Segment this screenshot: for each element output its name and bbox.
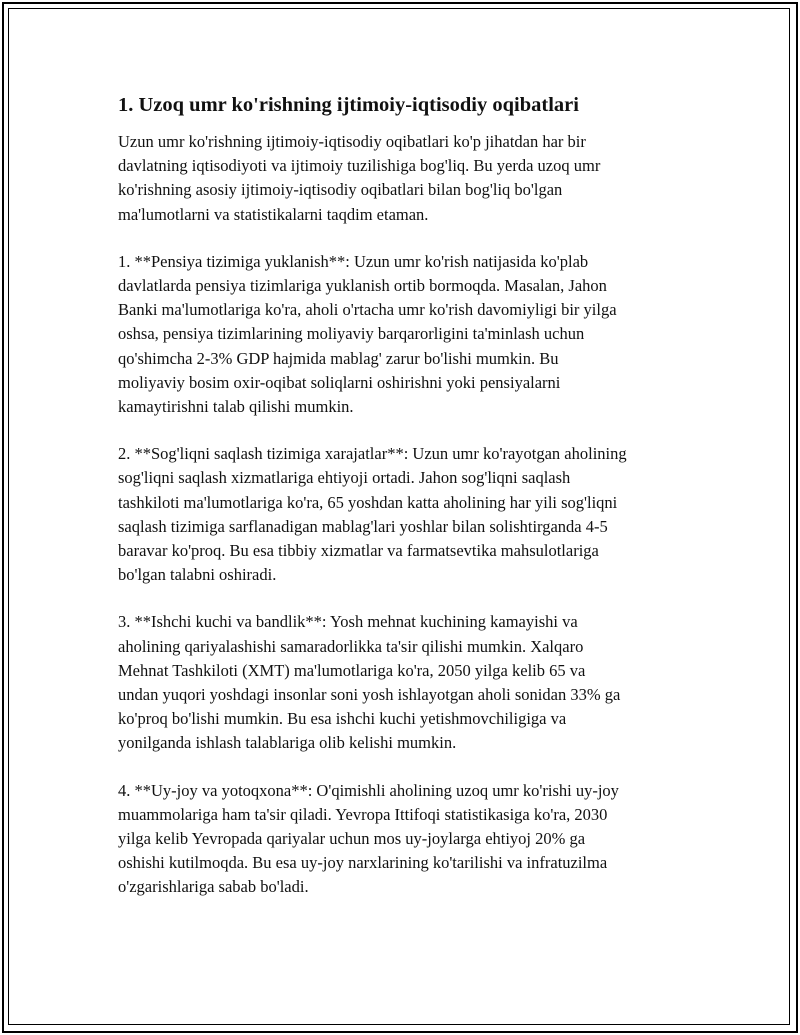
intro-paragraph — [118, 130, 693, 227]
section-heading: 1. Uzoq umr ko'rishning ijtimoiy-iqtisodiy oqibatlari — [118, 94, 579, 116]
healthcare-paragraph — [118, 442, 693, 587]
text-line: 4. **Uy-joy va yotoqxona**: O'qimishli aholining uzoq umr ko'rishi uy-joy — [118, 780, 619, 800]
text-line: 2. **Sog'liqni saqlash tizimiga xarajatlar**: Uzun umr ko'rayotgan aholining — [118, 444, 627, 464]
text-line: tashkiloti ma'lumotlariga ko'ra, 65 yoshdan katta aholining har yili sog'liqni — [118, 492, 618, 512]
text-line: 1. **Pensiya tizimiga yuklanish**: Uzun umr ko'rish natijasida ko'plab — [118, 251, 589, 271]
text-line: saqlash tizimiga sarflanadigan mablag'lari yoshlar bilan solishtirganda 4-5 — [118, 516, 608, 536]
text-line: davlatning iqtisodiyoti va ijtimoiy tuzilishiga bog'liq. Bu yerda uzoq umr — [118, 156, 601, 176]
text-line: 3. **Ishchi kuchi va bandlik**: Yosh mehnat kuchining kamayishi va — [118, 612, 578, 632]
text-line: baravar ko'proq. Bu esa tibbiy xizmatlar va farmatsevtika mahsulotlariga — [118, 541, 599, 561]
text-line: o'zgarishlariga sabab bo'ladi. — [118, 877, 309, 897]
text-line: aholining qariyalashishi samaradorlikka ta'sir qilishi mumkin. Xalqaro — [118, 636, 584, 656]
text-line: oshishi kutilmoqda. Bu esa uy-joy narxlarining ko'tarilishi va infratuzilma — [118, 853, 608, 873]
housing-paragraph — [118, 779, 693, 900]
text-line: ko'proq bo'lishi mumkin. Bu esa ishchi kuchi yetishmovchiligiga va — [118, 709, 567, 729]
text-line: ko'rishning asosiy ijtimoiy-iqtisodiy oqibatlari bilan bog'liq bo'lgan — [118, 180, 563, 200]
document-body — [118, 92, 693, 923]
text-line: Banki ma'lumotlariga ko'ra, aholi o'rtacha umr ko'rish davomiyligi bir yilga — [118, 300, 617, 320]
workforce-paragraph — [118, 610, 693, 755]
text-line: qo'shimcha 2-3% GDP hajmida mablag' zarur bo'lishi mumkin. Bu — [118, 348, 559, 368]
text-line: bo'lgan talabni oshiradi. — [118, 565, 277, 585]
text-line: yonilganda ishlash talablariga olib kelishi mumkin. — [118, 733, 457, 753]
text-line: oshsa, pensiya tizimlarining moliyaviy barqarorligini ta'minlash uchun — [118, 324, 585, 344]
text-line: davlatlarda pensiya tizimlariga yuklanish ortib bormoqda. Masalan, Jahon — [118, 276, 607, 296]
text-line: Mehnat Tashkiloti (XMT) ma'lumotlariga ko'ra, 2050 yilga kelib 65 va — [118, 660, 586, 680]
pension-paragraph — [118, 250, 693, 419]
text-line: yilga kelib Yevropada qariyalar uchun mos uy-joylarga ehtiyoj 20% ga — [118, 829, 586, 849]
text-line: sog'liqni saqlash xizmatlariga ehtiyoji ortadi. Jahon sog'liqni saqlash — [118, 468, 571, 488]
text-line: Uzun umr ko'rishning ijtimoiy-iqtisodiy oqibatlari ko'p jihatdan har bir — [118, 132, 586, 151]
text-line: ma'lumotlarni va statistikalarni taqdim etaman. — [118, 204, 429, 224]
text-line: muammolariga ham ta'sir qiladi. Yevropa Ittifoqi statistikasiga ko'ra, 2030 — [118, 804, 608, 824]
text-line: undan yuqori yoshdagi insonlar soni yosh ishlayotgan aholi sonidan 33% ga — [118, 685, 621, 705]
text-line: moliyaviy bosim oxir-oqibat soliqlarni oshirishni yoki pensiyalarni — [118, 372, 561, 392]
text-line: kamaytirishni talab qilishi mumkin. — [118, 397, 354, 417]
